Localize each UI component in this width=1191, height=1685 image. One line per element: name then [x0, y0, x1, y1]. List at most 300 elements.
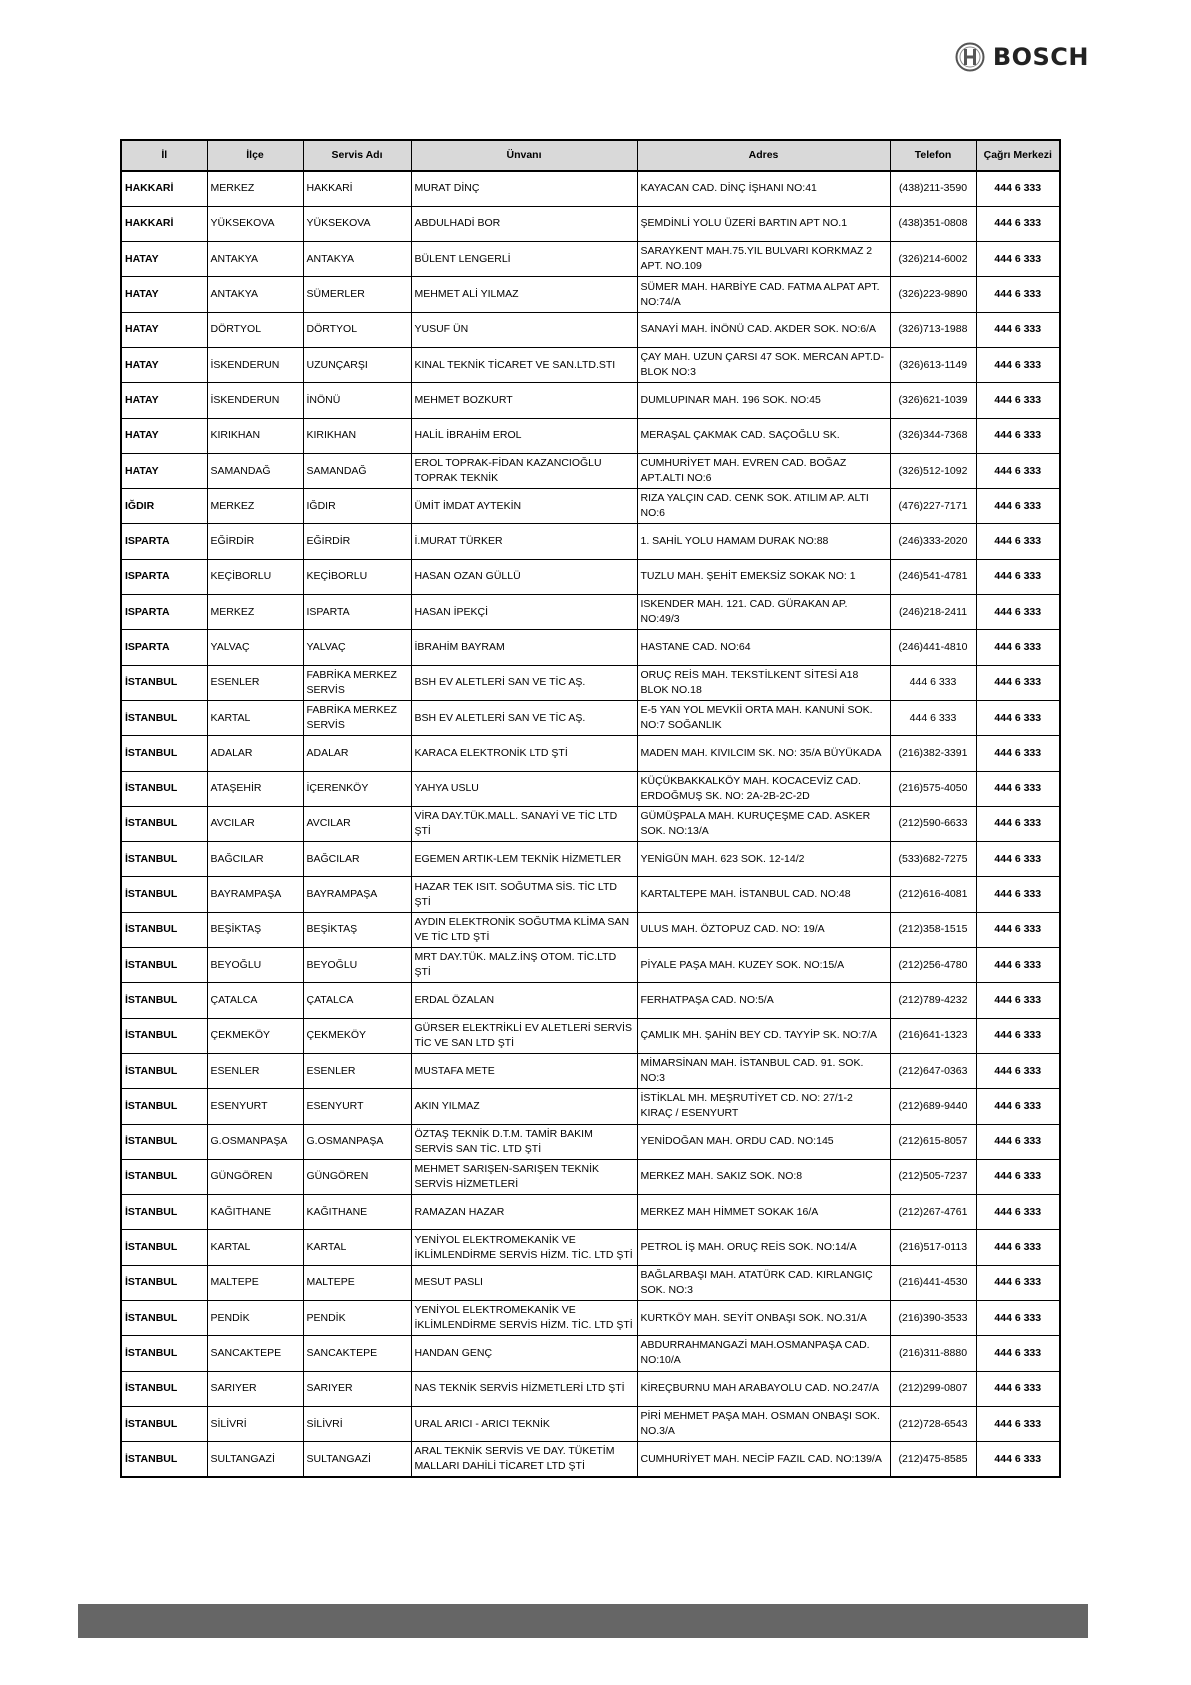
cell-servis-adi: HAKKARİ: [303, 171, 411, 206]
cell-telefon: (216)382-3391: [890, 736, 976, 771]
cell-ilce: KEÇİBORLU: [207, 559, 303, 594]
cell-il: HATAY: [121, 312, 207, 347]
cell-unvani: YENİYOL ELEKTROMEKANİK VE İKLİMLENDİRME SERVİS HİZM. TİC. LTD ŞTİ: [411, 1301, 637, 1336]
header-unvani: Ünvanı: [411, 140, 637, 171]
cell-telefon: (216)441-4530: [890, 1265, 976, 1300]
cell-il: ISPARTA: [121, 595, 207, 630]
header-telefon: Telefon: [890, 140, 976, 171]
cell-adres: KİREÇBURNU MAH ARABAYOLU CAD. NO.247/A: [637, 1371, 890, 1406]
cell-adres: E-5 YAN YOL MEVKİİ ORTA MAH. KANUNİ SOK. NO:7 SOĞANLIK: [637, 700, 890, 735]
cell-ilce: BAYRAMPAŞA: [207, 877, 303, 912]
bosch-armature-icon: [955, 42, 985, 72]
cell-servis-adi: KAĞITHANE: [303, 1195, 411, 1230]
cell-unvani: AYDIN ELEKTRONİK SOĞUTMA KLİMA SAN VE TİC LTD ŞTİ: [411, 912, 637, 947]
cell-servis-adi: ÇEKMEKÖY: [303, 1018, 411, 1053]
cell-adres: CUMHURİYET MAH. NECİP FAZIL CAD. NO:139/A: [637, 1442, 890, 1477]
cell-cagri-merkezi: 444 6 333: [976, 1159, 1060, 1194]
cell-cagri-merkezi: 444 6 333: [976, 1336, 1060, 1371]
cell-unvani: İ.MURAT TÜRKER: [411, 524, 637, 559]
cell-adres: PİRİ MEHMET PAŞA MAH. OSMAN ONBAŞI SOK. NO.3/A: [637, 1406, 890, 1441]
cell-telefon: (212)647-0363: [890, 1053, 976, 1088]
cell-ilce: KIRIKHAN: [207, 418, 303, 453]
cell-cagri-merkezi: 444 6 333: [976, 171, 1060, 206]
cell-cagri-merkezi: 444 6 333: [976, 806, 1060, 841]
cell-servis-adi: SULTANGAZİ: [303, 1442, 411, 1477]
cell-unvani: YENİYOL ELEKTROMEKANİK VE İKLİMLENDİRME SERVİS HİZM. TİC. LTD ŞTİ: [411, 1230, 637, 1265]
cell-ilce: KARTAL: [207, 700, 303, 735]
cell-cagri-merkezi: 444 6 333: [976, 277, 1060, 312]
table-row: [121, 312, 1060, 347]
cell-servis-adi: İNÖNÜ: [303, 383, 411, 418]
cell-servis-adi: ISPARTA: [303, 595, 411, 630]
cell-cagri-merkezi: 444 6 333: [976, 453, 1060, 488]
cell-servis-adi: MALTEPE: [303, 1265, 411, 1300]
cell-il: İSTANBUL: [121, 1053, 207, 1088]
cell-telefon: (216)311-8880: [890, 1336, 976, 1371]
cell-il: HATAY: [121, 453, 207, 488]
cell-il: İSTANBUL: [121, 1195, 207, 1230]
table-row: [121, 1124, 1060, 1159]
cell-il: ISPARTA: [121, 524, 207, 559]
cell-cagri-merkezi: 444 6 333: [976, 771, 1060, 806]
cell-adres: TUZLU MAH. ŞEHİT EMEKSİZ SOKAK NO: 1: [637, 559, 890, 594]
cell-telefon: (476)227-7171: [890, 489, 976, 524]
header-servis-adi: Servis Adı: [303, 140, 411, 171]
table-row: [121, 1406, 1060, 1441]
table-row: [121, 806, 1060, 841]
cell-cagri-merkezi: 444 6 333: [976, 877, 1060, 912]
cell-adres: MİMARSİNAN MAH. İSTANBUL CAD. 91. SOK. NO:3: [637, 1053, 890, 1088]
cell-il: İSTANBUL: [121, 948, 207, 983]
cell-servis-adi: YALVAÇ: [303, 630, 411, 665]
cell-il: HATAY: [121, 383, 207, 418]
cell-il: HAKKARİ: [121, 171, 207, 206]
cell-servis-adi: KEÇİBORLU: [303, 559, 411, 594]
cell-adres: MERAŞAL ÇAKMAK CAD. SAÇOĞLU SK.: [637, 418, 890, 453]
cell-il: HAKKARİ: [121, 206, 207, 241]
cell-cagri-merkezi: 444 6 333: [976, 312, 1060, 347]
cell-ilce: DÖRTYOL: [207, 312, 303, 347]
header-il: İl: [121, 140, 207, 171]
cell-unvani: MUSTAFA METE: [411, 1053, 637, 1088]
cell-servis-adi: IĞDIR: [303, 489, 411, 524]
cell-telefon: (212)505-7237: [890, 1159, 976, 1194]
cell-telefon: (326)512-1092: [890, 453, 976, 488]
cell-ilce: G.OSMANPAŞA: [207, 1124, 303, 1159]
cell-adres: YENİGÜN MAH. 623 SOK. 12-14/2: [637, 842, 890, 877]
cell-telefon: (212)256-4780: [890, 948, 976, 983]
cell-adres: ÇAMLIK MH. ŞAHİN BEY CD. TAYYİP SK. NO:7/A: [637, 1018, 890, 1053]
cell-unvani: MEHMET ALİ YILMAZ: [411, 277, 637, 312]
cell-telefon: (533)682-7275: [890, 842, 976, 877]
cell-ilce: ÇATALCA: [207, 983, 303, 1018]
cell-servis-adi: G.OSMANPAŞA: [303, 1124, 411, 1159]
cell-adres: 1. SAHİL YOLU HAMAM DURAK NO:88: [637, 524, 890, 559]
cell-unvani: HALİL İBRAHİM EROL: [411, 418, 637, 453]
cell-adres: ORUÇ REİS MAH. TEKSTİLKENT SİTESİ A18 BLOK NO.18: [637, 665, 890, 700]
table-row: [121, 736, 1060, 771]
cell-ilce: ÇEKMEKÖY: [207, 1018, 303, 1053]
cell-servis-adi: SANCAKTEPE: [303, 1336, 411, 1371]
table-row: [121, 877, 1060, 912]
cell-unvani: BSH EV ALETLERİ SAN VE TİC AŞ.: [411, 665, 637, 700]
cell-il: İSTANBUL: [121, 1159, 207, 1194]
cell-cagri-merkezi: 444 6 333: [976, 1301, 1060, 1336]
cell-unvani: BSH EV ALETLERİ SAN VE TİC AŞ.: [411, 700, 637, 735]
cell-telefon: (216)517-0113: [890, 1230, 976, 1265]
cell-servis-adi: SAMANDAĞ: [303, 453, 411, 488]
cell-cagri-merkezi: 444 6 333: [976, 1018, 1060, 1053]
cell-il: HATAY: [121, 347, 207, 382]
cell-telefon: (212)358-1515: [890, 912, 976, 947]
cell-il: İSTANBUL: [121, 983, 207, 1018]
table-row: [121, 1018, 1060, 1053]
cell-cagri-merkezi: 444 6 333: [976, 1406, 1060, 1441]
cell-servis-adi: UZUNÇARŞI: [303, 347, 411, 382]
cell-cagri-merkezi: 444 6 333: [976, 1230, 1060, 1265]
cell-unvani: KARACA ELEKTRONİK LTD ŞTİ: [411, 736, 637, 771]
cell-telefon: (326)613-1149: [890, 347, 976, 382]
cell-il: İSTANBUL: [121, 1124, 207, 1159]
cell-il: İSTANBUL: [121, 771, 207, 806]
cell-telefon: (212)475-8585: [890, 1442, 976, 1477]
cell-cagri-merkezi: 444 6 333: [976, 948, 1060, 983]
table-header-row: [121, 140, 1060, 171]
cell-unvani: YAHYA USLU: [411, 771, 637, 806]
cell-ilce: ADALAR: [207, 736, 303, 771]
cell-il: İSTANBUL: [121, 1089, 207, 1124]
cell-ilce: ESENLER: [207, 665, 303, 700]
cell-telefon: (246)333-2020: [890, 524, 976, 559]
cell-ilce: SAMANDAĞ: [207, 453, 303, 488]
cell-servis-adi: FABRİKA MERKEZ SERVİS: [303, 665, 411, 700]
cell-adres: FERHATPAŞA CAD. NO:5/A: [637, 983, 890, 1018]
cell-il: İSTANBUL: [121, 1018, 207, 1053]
cell-unvani: EROL TOPRAK-FİDAN KAZANCIOĞLU TOPRAK TEKNİK: [411, 453, 637, 488]
cell-il: İSTANBUL: [121, 1265, 207, 1300]
cell-adres: SÜMER MAH. HARBİYE CAD. FATMA ALPAT APT. NO:74/A: [637, 277, 890, 312]
cell-ilce: SANCAKTEPE: [207, 1336, 303, 1371]
cell-servis-adi: BAYRAMPAŞA: [303, 877, 411, 912]
bosch-logo: [955, 42, 1089, 72]
cell-servis-adi: ÇATALCA: [303, 983, 411, 1018]
service-table: [120, 139, 1061, 1478]
cell-telefon: (326)713-1988: [890, 312, 976, 347]
cell-unvani: MURAT DİNÇ: [411, 171, 637, 206]
cell-cagri-merkezi: 444 6 333: [976, 206, 1060, 241]
cell-ilce: MERKEZ: [207, 595, 303, 630]
table-row: [121, 1230, 1060, 1265]
cell-servis-adi: YÜKSEKOVA: [303, 206, 411, 241]
cell-cagri-merkezi: 444 6 333: [976, 347, 1060, 382]
cell-ilce: İSKENDERUN: [207, 347, 303, 382]
header-cagri-merkezi: Çağrı Merkezi: [976, 140, 1060, 171]
cell-cagri-merkezi: 444 6 333: [976, 1265, 1060, 1300]
cell-servis-adi: ADALAR: [303, 736, 411, 771]
table-row: [121, 1442, 1060, 1477]
cell-unvani: MEHMET SARIŞEN-SARIŞEN TEKNİK SERVİS HİZMETLERİ: [411, 1159, 637, 1194]
cell-il: İSTANBUL: [121, 1442, 207, 1477]
table-row: [121, 1053, 1060, 1088]
cell-il: IĞDIR: [121, 489, 207, 524]
cell-unvani: HASAN İPEKÇİ: [411, 595, 637, 630]
cell-cagri-merkezi: 444 6 333: [976, 1371, 1060, 1406]
cell-telefon: (216)390-3533: [890, 1301, 976, 1336]
table-row: [121, 912, 1060, 947]
cell-telefon: (212)267-4761: [890, 1195, 976, 1230]
cell-unvani: URAL ARICI - ARICI TEKNİK: [411, 1406, 637, 1441]
cell-unvani: KINAL TEKNİK TİCARET VE SAN.LTD.STI: [411, 347, 637, 382]
cell-ilce: PENDİK: [207, 1301, 303, 1336]
cell-ilce: ANTAKYA: [207, 277, 303, 312]
table-row: [121, 418, 1060, 453]
cell-adres: MADEN MAH. KIVILCIM SK. NO: 35/A BÜYÜKADA: [637, 736, 890, 771]
cell-il: İSTANBUL: [121, 877, 207, 912]
cell-servis-adi: DÖRTYOL: [303, 312, 411, 347]
cell-telefon: (212)789-4232: [890, 983, 976, 1018]
cell-adres: HASTANE CAD. NO:64: [637, 630, 890, 665]
table-row: [121, 1265, 1060, 1300]
cell-adres: SARAYKENT MAH.75.YIL BULVARI KORKMAZ 2 APT. NO.109: [637, 242, 890, 277]
cell-cagri-merkezi: 444 6 333: [976, 1089, 1060, 1124]
table-row: [121, 1301, 1060, 1336]
cell-il: İSTANBUL: [121, 912, 207, 947]
header-ilce: İlçe: [207, 140, 303, 171]
cell-unvani: ÜMİT İMDAT AYTEKİN: [411, 489, 637, 524]
table-row: [121, 948, 1060, 983]
cell-telefon: (212)615-8057: [890, 1124, 976, 1159]
cell-unvani: GÜRSER ELEKTRİKLİ EV ALETLERİ SERVİS TİC VE SAN LTD ŞTİ: [411, 1018, 637, 1053]
cell-ilce: YALVAÇ: [207, 630, 303, 665]
cell-cagri-merkezi: 444 6 333: [976, 242, 1060, 277]
cell-il: İSTANBUL: [121, 1230, 207, 1265]
cell-unvani: AKIN YILMAZ: [411, 1089, 637, 1124]
cell-servis-adi: ESENYURT: [303, 1089, 411, 1124]
cell-adres: CUMHURİYET MAH. EVREN CAD. BOĞAZ APT.ALTI NO:6: [637, 453, 890, 488]
cell-adres: SANAYİ MAH. İNÖNÜ CAD. AKDER SOK. NO:6/A: [637, 312, 890, 347]
cell-servis-adi: AVCILAR: [303, 806, 411, 841]
table-row: [121, 700, 1060, 735]
cell-servis-adi: SÜMERLER: [303, 277, 411, 312]
cell-unvani: HANDAN GENÇ: [411, 1336, 637, 1371]
cell-cagri-merkezi: 444 6 333: [976, 665, 1060, 700]
cell-unvani: MEHMET BOZKURT: [411, 383, 637, 418]
cell-adres: DUMLUPINAR MAH. 196 SOK. NO:45: [637, 383, 890, 418]
cell-unvani: HAZAR TEK ISIT. SOĞUTMA SİS. TİC LTD ŞTİ: [411, 877, 637, 912]
cell-unvani: HASAN OZAN GÜLLÜ: [411, 559, 637, 594]
cell-servis-adi: İÇERENKÖY: [303, 771, 411, 806]
cell-unvani: YUSUF ÜN: [411, 312, 637, 347]
cell-adres: ABDURRAHMANGAZİ MAH.OSMANPAŞA CAD. NO:10/A: [637, 1336, 890, 1371]
cell-il: İSTANBUL: [121, 1406, 207, 1441]
cell-servis-adi: KARTAL: [303, 1230, 411, 1265]
cell-cagri-merkezi: 444 6 333: [976, 1442, 1060, 1477]
table-row: [121, 665, 1060, 700]
table-row: [121, 453, 1060, 488]
cell-telefon: (326)621-1039: [890, 383, 976, 418]
cell-adres: ÇAY MAH. UZUN ÇARSI 47 SOK. MERCAN APT.D-BLOK NO:3: [637, 347, 890, 382]
cell-ilce: EĞİRDİR: [207, 524, 303, 559]
cell-cagri-merkezi: 444 6 333: [976, 1195, 1060, 1230]
cell-servis-adi: BEYOĞLU: [303, 948, 411, 983]
cell-il: HATAY: [121, 242, 207, 277]
cell-adres: YENİDOĞAN MAH. ORDU CAD. NO:145: [637, 1124, 890, 1159]
cell-il: İSTANBUL: [121, 736, 207, 771]
cell-adres: GÜMÜŞPALA MAH. KURUÇEŞME CAD. ASKER SOK. NO:13/A: [637, 806, 890, 841]
cell-servis-adi: PENDİK: [303, 1301, 411, 1336]
table-row: [121, 524, 1060, 559]
cell-adres: ULUS MAH. ÖZTOPUZ CAD. NO: 19/A: [637, 912, 890, 947]
cell-cagri-merkezi: 444 6 333: [976, 1053, 1060, 1088]
cell-telefon: (326)214-6002: [890, 242, 976, 277]
cell-telefon: (212)616-4081: [890, 877, 976, 912]
cell-telefon: (326)344-7368: [890, 418, 976, 453]
cell-unvani: BÜLENT LENGERLİ: [411, 242, 637, 277]
cell-unvani: ERDAL ÖZALAN: [411, 983, 637, 1018]
cell-telefon: (438)351-0808: [890, 206, 976, 241]
cell-ilce: MERKEZ: [207, 171, 303, 206]
cell-servis-adi: GÜNGÖREN: [303, 1159, 411, 1194]
cell-adres: ŞEMDİNLİ YOLU ÜZERİ BARTIN APT NO.1: [637, 206, 890, 241]
cell-telefon: (212)689-9440: [890, 1089, 976, 1124]
cell-adres: PİYALE PAŞA MAH. KUZEY SOK. NO:15/A: [637, 948, 890, 983]
cell-cagri-merkezi: 444 6 333: [976, 489, 1060, 524]
cell-cagri-merkezi: 444 6 333: [976, 1124, 1060, 1159]
cell-cagri-merkezi: 444 6 333: [976, 559, 1060, 594]
cell-unvani: İBRAHİM BAYRAM: [411, 630, 637, 665]
cell-unvani: ÖZTAŞ TEKNİK D.T.M. TAMİR BAKIM SERVİS SAN TİC. LTD ŞTİ: [411, 1124, 637, 1159]
cell-telefon: (438)211-3590: [890, 171, 976, 206]
table-row: [121, 171, 1060, 206]
table-row: [121, 630, 1060, 665]
cell-ilce: BEYOĞLU: [207, 948, 303, 983]
cell-il: İSTANBUL: [121, 842, 207, 877]
cell-servis-adi: BEŞİKTAŞ: [303, 912, 411, 947]
table-row: [121, 1195, 1060, 1230]
cell-ilce: ANTAKYA: [207, 242, 303, 277]
table-row: [121, 559, 1060, 594]
cell-adres: KAYACAN CAD. DİNÇ İŞHANI NO:41: [637, 171, 890, 206]
cell-il: ISPARTA: [121, 559, 207, 594]
cell-ilce: MERKEZ: [207, 489, 303, 524]
cell-unvani: ABDULHADİ BOR: [411, 206, 637, 241]
cell-unvani: ARAL TEKNİK SERVİS VE DAY. TÜKETİM MALLARI DAHİLİ TİCARET LTD ŞTİ: [411, 1442, 637, 1477]
cell-adres: İSTİKLAL MH. MEŞRUTİYET CD. NO: 27/1-2 KIRAÇ / ESENYURT: [637, 1089, 890, 1124]
cell-cagri-merkezi: 444 6 333: [976, 383, 1060, 418]
table-row: [121, 1371, 1060, 1406]
cell-adres: RIZA YALÇIN CAD. CENK SOK. ATILIM AP. ALTI NO:6: [637, 489, 890, 524]
cell-ilce: MALTEPE: [207, 1265, 303, 1300]
table-row: [121, 489, 1060, 524]
header-adres: Adres: [637, 140, 890, 171]
cell-ilce: ESENLER: [207, 1053, 303, 1088]
cell-telefon: (246)441-4810: [890, 630, 976, 665]
cell-servis-adi: SARIYER: [303, 1371, 411, 1406]
cell-ilce: SARIYER: [207, 1371, 303, 1406]
cell-ilce: BEŞİKTAŞ: [207, 912, 303, 947]
table-row: [121, 771, 1060, 806]
cell-ilce: ESENYURT: [207, 1089, 303, 1124]
cell-unvani: EGEMEN ARTIK-LEM TEKNİK HİZMETLER: [411, 842, 637, 877]
cell-il: İSTANBUL: [121, 1336, 207, 1371]
cell-il: İSTANBUL: [121, 665, 207, 700]
cell-telefon: (212)299-0807: [890, 1371, 976, 1406]
cell-il: İSTANBUL: [121, 700, 207, 735]
cell-unvani: RAMAZAN HAZAR: [411, 1195, 637, 1230]
cell-telefon: (326)223-9890: [890, 277, 976, 312]
cell-adres: KARTALTEPE MAH. İSTANBUL CAD. NO:48: [637, 877, 890, 912]
cell-servis-adi: ESENLER: [303, 1053, 411, 1088]
cell-cagri-merkezi: 444 6 333: [976, 524, 1060, 559]
cell-cagri-merkezi: 444 6 333: [976, 983, 1060, 1018]
cell-cagri-merkezi: 444 6 333: [976, 842, 1060, 877]
cell-ilce: YÜKSEKOVA: [207, 206, 303, 241]
footer-bar: [78, 1604, 1088, 1638]
cell-telefon: (246)218-2411: [890, 595, 976, 630]
cell-ilce: İSKENDERUN: [207, 383, 303, 418]
cell-telefon: (216)641-1323: [890, 1018, 976, 1053]
cell-adres: KURTKÖY MAH. SEYİT ONBAŞI SOK. NO.31/A: [637, 1301, 890, 1336]
cell-cagri-merkezi: 444 6 333: [976, 700, 1060, 735]
cell-telefon: 444 6 333: [890, 700, 976, 735]
cell-cagri-merkezi: 444 6 333: [976, 595, 1060, 630]
cell-cagri-merkezi: 444 6 333: [976, 912, 1060, 947]
cell-servis-adi: EĞİRDİR: [303, 524, 411, 559]
cell-ilce: SİLİVRİ: [207, 1406, 303, 1441]
table-row: [121, 983, 1060, 1018]
cell-cagri-merkezi: 444 6 333: [976, 736, 1060, 771]
table-row: [121, 206, 1060, 241]
cell-ilce: KARTAL: [207, 1230, 303, 1265]
cell-servis-adi: FABRİKA MERKEZ SERVİS: [303, 700, 411, 735]
cell-il: İSTANBUL: [121, 1371, 207, 1406]
cell-telefon: (216)575-4050: [890, 771, 976, 806]
table-row: [121, 242, 1060, 277]
cell-servis-adi: BAĞCILAR: [303, 842, 411, 877]
cell-adres: MERKEZ MAH HİMMET SOKAK 16/A: [637, 1195, 890, 1230]
cell-unvani: VİRA DAY.TÜK.MALL. SANAYİ VE TİC LTD ŞTİ: [411, 806, 637, 841]
cell-telefon: (212)728-6543: [890, 1406, 976, 1441]
bosch-logo-text: BOSCH: [992, 43, 1089, 71]
cell-il: HATAY: [121, 277, 207, 312]
cell-ilce: AVCILAR: [207, 806, 303, 841]
cell-servis-adi: SİLİVRİ: [303, 1406, 411, 1441]
cell-ilce: SULTANGAZİ: [207, 1442, 303, 1477]
cell-telefon: 444 6 333: [890, 665, 976, 700]
table-row: [121, 595, 1060, 630]
cell-unvani: MESUT PASLI: [411, 1265, 637, 1300]
cell-ilce: ATAŞEHİR: [207, 771, 303, 806]
cell-adres: MERKEZ MAH. SAKIZ SOK. NO:8: [637, 1159, 890, 1194]
table-row: [121, 1089, 1060, 1124]
cell-il: HATAY: [121, 418, 207, 453]
table-row: [121, 277, 1060, 312]
table-row: [121, 347, 1060, 382]
cell-unvani: NAS TEKNİK SERVİS HİZMETLERİ LTD ŞTİ: [411, 1371, 637, 1406]
cell-il: İSTANBUL: [121, 806, 207, 841]
cell-ilce: GÜNGÖREN: [207, 1159, 303, 1194]
cell-ilce: KAĞITHANE: [207, 1195, 303, 1230]
cell-adres: BAĞLARBAŞI MAH. ATATÜRK CAD. KIRLANGIÇ SOK. NO:3: [637, 1265, 890, 1300]
cell-adres: PETROL İŞ MAH. ORUÇ REİS SOK. NO:14/A: [637, 1230, 890, 1265]
cell-servis-adi: ANTAKYA: [303, 242, 411, 277]
cell-il: İSTANBUL: [121, 1301, 207, 1336]
cell-il: ISPARTA: [121, 630, 207, 665]
cell-cagri-merkezi: 444 6 333: [976, 418, 1060, 453]
table-row: [121, 1159, 1060, 1194]
cell-adres: ISKENDER MAH. 121. CAD. GÜRAKAN AP. NO:49/3: [637, 595, 890, 630]
cell-telefon: (212)590-6633: [890, 806, 976, 841]
